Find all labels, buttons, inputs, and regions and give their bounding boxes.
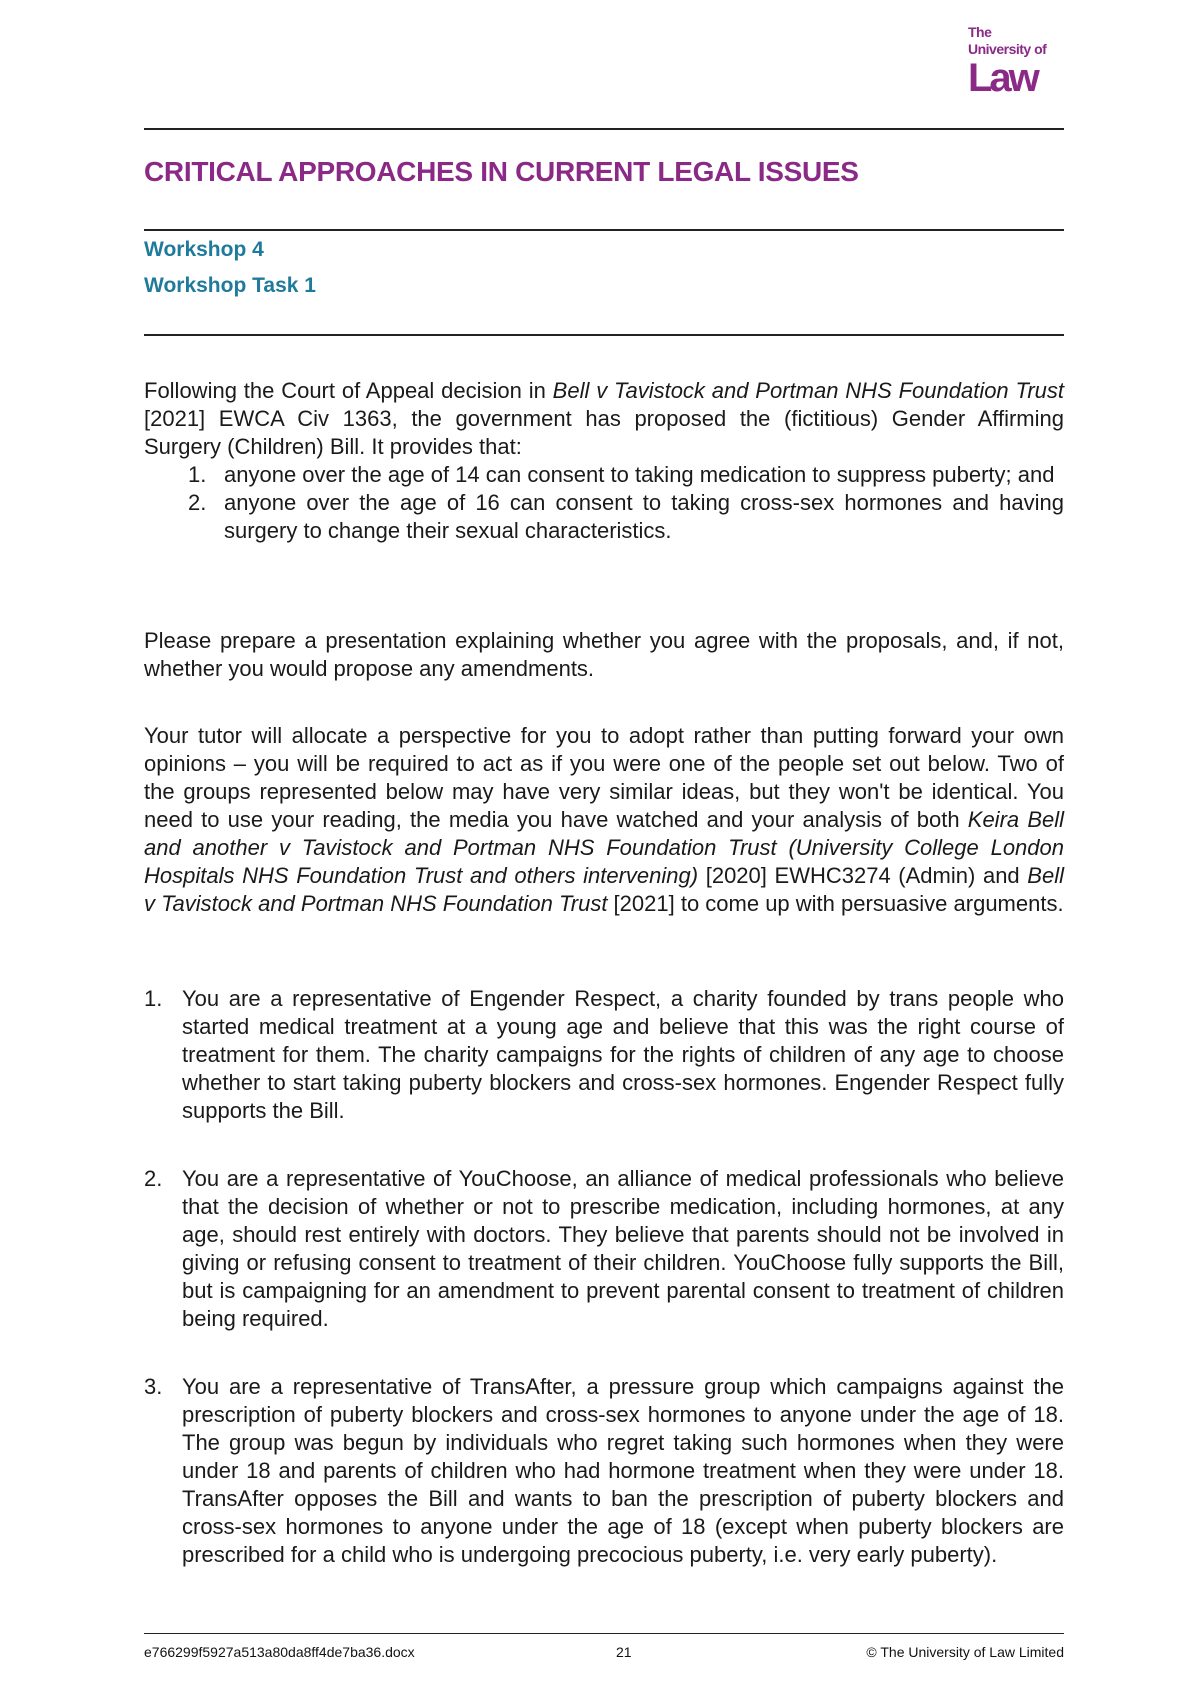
intro-case-citation: Bell v Tavistock and Portman NHS Foundation Trust xyxy=(552,378,1064,403)
list-item-text: You are a representative of TransAfter, a pressure group which campaigns against the prescription of puberty blockers and cross-sex hormones to anyone under the age of 18. The group was begun by individuals who regret taking such hormones when they were under 18 and parents of children who had hormone treatment when they were under 18. TransAfter opposes the Bill and wants to ban the prescription of puberty blockers and cross-sex hormones to anyone under the age of 18 (except when puberty blockers are prescribed for a child who is undergoing precocious puberty, i.e. very early puberty). xyxy=(182,1374,1064,1567)
list-item xyxy=(144,1165,1064,1333)
list-item xyxy=(144,1373,1064,1569)
prepare-paragraph: Please prepare a presentation explaining whether you agree with the proposals, and, if not, whether you would propose any amendments. xyxy=(144,628,1064,681)
intro-paragraph xyxy=(144,377,1064,461)
tutor-text-1: Your tutor will allocate a perspective for you to adopt rather than putting forward your own opinions – you will be required to act as if you were one of the people set out below. Two of the groups represented below may have very similar ideas, but they won't be identical. You need to use your reading, the media you have watched and your analysis of both xyxy=(144,723,1064,832)
tutor-text-2: [2020] EWHC3274 (Admin) and xyxy=(698,863,1028,888)
list-item-number: 2. xyxy=(188,490,207,515)
list-item-number: 1. xyxy=(144,986,163,1011)
intro-section xyxy=(144,377,1064,545)
perspectives-section xyxy=(144,985,1064,1569)
footer-filename: e766299f5927a513a80da8ff4de7ba36.docx xyxy=(144,1644,415,1660)
footer-page-number: 21 xyxy=(616,1644,632,1660)
list-item xyxy=(144,985,1064,1125)
footer-divider xyxy=(144,1633,1064,1634)
intro-text-1: Following the Court of Appeal decision in xyxy=(144,378,553,403)
tutor-paragraph xyxy=(144,722,1064,918)
tutor-case-citation-2: Bell v Tavistock and Portman NHS Foundation Trust xyxy=(144,863,1064,916)
logo-line-3: Law xyxy=(968,56,1037,100)
task-heading: Workshop Task 1 xyxy=(144,274,316,297)
list-item xyxy=(144,461,1064,489)
logo-line-2: University of xyxy=(968,41,1047,57)
perspectives-list xyxy=(144,985,1064,1569)
university-logo xyxy=(968,24,1068,100)
list-item-text: You are a representative of Engender Respect, a charity founded by trans people who started medical treatment at a young age and believe that this was the right course of treatment for them. The charity campaigns for the rights of children of any age to choose whether to start taking puberty blockers and cross-sex hormones. Engender Respect fully supports the Bill. xyxy=(182,986,1064,1123)
list-item-text: anyone over the age of 16 can consent to taking cross-sex hormones and having surgery to change their sexual characteristics. xyxy=(224,490,1064,543)
page-title: CRITICAL APPROACHES IN CURRENT LEGAL ISSUES xyxy=(144,156,859,187)
logo-line-1: The xyxy=(968,24,992,40)
list-item xyxy=(144,489,1064,545)
task-divider xyxy=(144,334,1064,336)
list-item-text: anyone over the age of 14 can consent to taking medication to suppress puberty; and xyxy=(224,462,1055,487)
bill-provisions-list xyxy=(144,461,1064,545)
workshop-heading: Workshop 4 xyxy=(144,238,264,261)
intro-text-2: [2021] EWCA Civ 1363, the government has proposed the (fictitious) Gender Affirming Surgery (Children) Bill. It provides that: xyxy=(144,406,1064,459)
footer-copyright: © The University of Law Limited xyxy=(866,1644,1064,1660)
title-divider xyxy=(144,229,1064,231)
list-item-number: 1. xyxy=(188,462,207,487)
tutor-case-citation-1: Keira Bell and another v Tavistock and Portman NHS Foundation Trust (University College London Hospitals NHS Foundation Trust and others intervening) xyxy=(144,807,1065,888)
header-divider xyxy=(144,128,1064,130)
tutor-text-3: [2021] to come up with persuasive arguments. xyxy=(607,891,1064,916)
list-item-number: 2. xyxy=(144,1166,163,1191)
list-item-text: You are a representative of YouChoose, an alliance of medical professionals who believe that the decision of whether or not to prescribe medication, including hormones, at any age, should rest entirely with doctors. They believe that parents should not be involved in giving or refusing consent to treatment of their children. YouChoose fully supports the Bill, but is campaigning for an amendment to prevent parental consent to treatment of children being required. xyxy=(182,1166,1064,1331)
list-item-number: 3. xyxy=(144,1374,163,1399)
